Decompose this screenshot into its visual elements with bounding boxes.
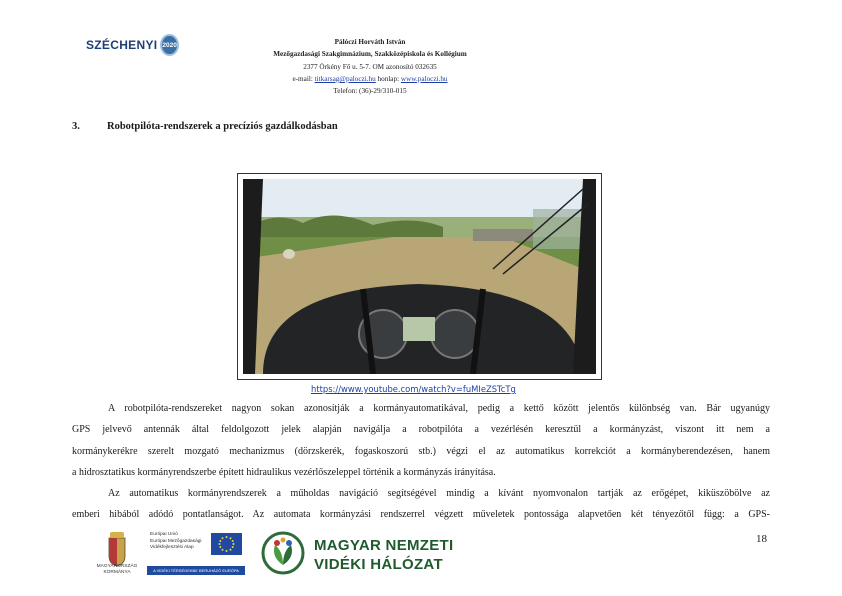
paragraph-line: a hidrosztatikus kormányrendszerbe épített hidraulikus vezérlőszeleppel történik a kormányzás irányítása. — [72, 466, 496, 478]
page-number: 18 — [756, 533, 767, 545]
contact-line — [220, 73, 520, 85]
eu-line-3: Vidékfejlesztési Alap — [150, 545, 194, 551]
email-label: e-mail: — [292, 74, 315, 83]
paragraph-line: emberi hibából adódó pontatlanságot. Az automata kormányzási rendszerrel végzett műveletek pontossága alapvetően két tényezőtől függ: a GPS- — [72, 509, 770, 521]
tractor-cab-illustration — [243, 179, 596, 374]
school-name: Pálóczi Horváth István — [334, 38, 406, 46]
school-address: 2377 Örkény Fő u. 5-7. OM azonosító 032635 — [303, 62, 437, 71]
paragraph-line: A robotpilóta-rendszereket nagyon sokan azonosítják a kormányautomatikával, pedig a kettő között jelentős különbség van. Bár ugyanúgy — [108, 403, 770, 414]
eu-text-block — [150, 532, 210, 552]
paragraph-line: Az automatikus kormányrendszerek a műholdas navigáció segítségével mindig a kívánt nyomvonalon tartják az erőgépet, kiküszöbölve az — [108, 488, 770, 499]
szechenyi-2020-logo — [86, 30, 177, 60]
mnvh-line-1: MAGYAR NEMZETI — [314, 537, 454, 554]
section-number: 3. — [72, 121, 80, 132]
mnvh-logo-icon — [261, 531, 305, 575]
dial-right-icon — [431, 310, 479, 358]
paragraph-robotpilot — [72, 398, 770, 483]
coat-label-line-2: KORMÁNYA — [103, 570, 131, 575]
eu-line-1: Európai Unió — [150, 532, 178, 537]
mnvh-line-2: VIDÉKI HÁLÓZAT — [314, 556, 443, 573]
eu-line-2: Európai Mezőgazdasági — [150, 538, 202, 544]
szechenyi-badge-icon: 2020 — [160, 34, 178, 56]
mnvh-logo-text — [314, 536, 454, 574]
email-link[interactable]: titkarsag@paloczi.hu — [314, 74, 376, 83]
homepage-link[interactable]: www.paloczi.hu — [400, 74, 448, 83]
szechenyi-logo-text: SZÉCHENYI — [86, 38, 158, 52]
homepage-label: honlap: — [375, 74, 401, 83]
eu-banner: A VIDÉKI TÉRSÉGEKBE BERUHÁZÓ EURÓPA — [147, 566, 245, 575]
phone-line: Telefon: (36)-29/310-015 — [333, 87, 407, 96]
school-subtitle: Mezőgazdasági Szakgimnázium, Szakközépiskola és Kollégium — [273, 50, 467, 59]
paragraph-line: kormánykerékre szerelt mozgató mechanizmus (dörzskerék, fogaskoszorú stb.) végzi el az automatikus korrekciót a kormányberendezésen, hanem — [72, 445, 770, 457]
coat-of-arms-label — [86, 564, 148, 576]
paragraph-automatic-steering — [72, 483, 770, 526]
video-link[interactable]: https://www.youtube.com/watch?v=fuMIeZSTcTg — [311, 384, 516, 394]
coat-label-line-1: MAGYARORSZÁG — [96, 564, 138, 569]
hay-stack — [473, 229, 533, 241]
dashboard-display — [403, 317, 435, 341]
paragraph-line: GPS jelvevő antennák által feldolgozott jelek alapján navigálja a robotpilóta a vezérlésén keresztül a kormányzást, viszont itt nem a — [72, 424, 770, 436]
letterhead — [220, 36, 520, 97]
tractor-cab-photo — [237, 173, 602, 380]
section-title: Robotpilóta-rendszerek a precíziós gazdálkodásban — [107, 121, 338, 132]
hay-bale — [283, 249, 295, 259]
eu-flag-icon — [211, 533, 242, 555]
